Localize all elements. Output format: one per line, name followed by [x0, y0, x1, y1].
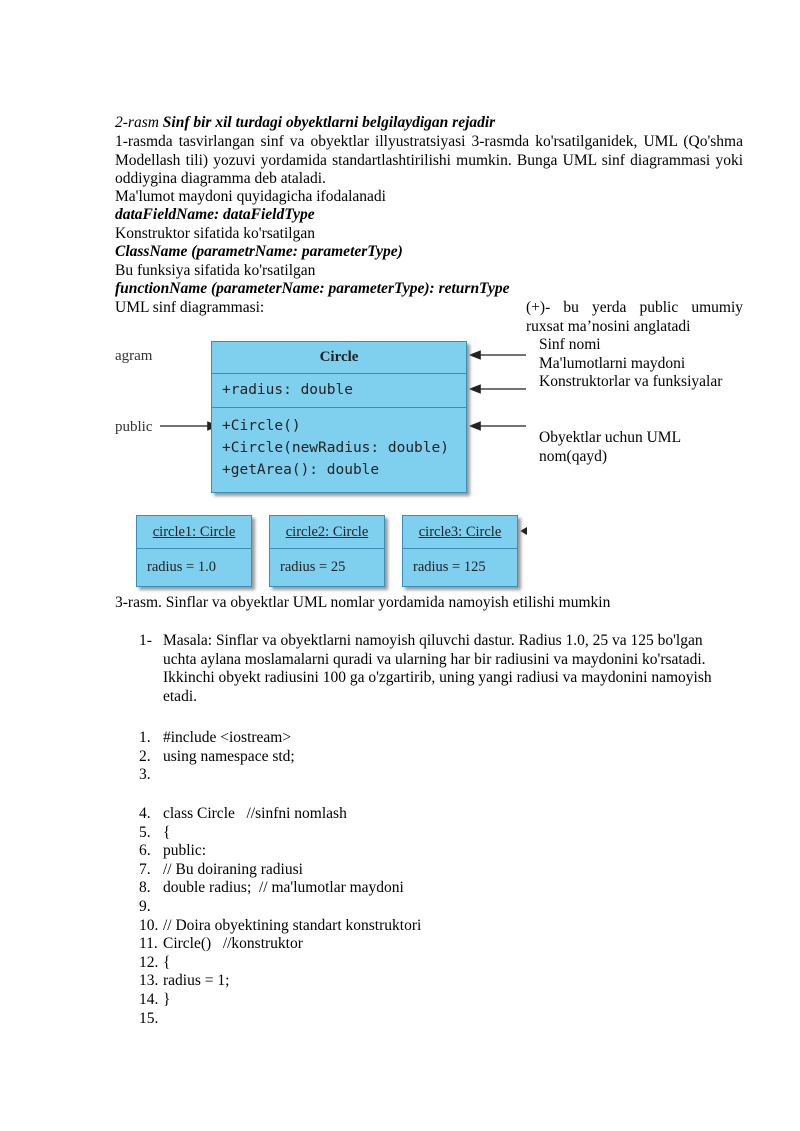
code-line: 10. // Doira obyektining standart konstruktori: [139, 916, 422, 934]
code-line: 7. // Bu doiraning radiusi: [139, 860, 303, 878]
annotation-ctors-funcs: Konstruktorlar va funksiyalar: [539, 373, 723, 390]
code-line: 12. {: [139, 953, 171, 971]
code-line: 3.: [139, 766, 151, 784]
code-line: 4. class Circle //sinfni nomlash: [139, 805, 347, 822]
uml-method: +getArea(): double: [222, 462, 380, 478]
figure2-label: 2-rasm: [115, 114, 159, 131]
data-field-intro: Ma'lumot maydoni quyidagicha ifodalanadi: [115, 188, 386, 205]
task-item: [139, 632, 739, 706]
code-line: 11. Circle() //konstruktor: [139, 935, 303, 953]
uml-object-value: radius = 125: [413, 559, 486, 575]
uml-class-name: Circle: [212, 342, 466, 374]
uml-method: +Circle(): [222, 418, 301, 434]
code-line: 5. {: [139, 823, 171, 841]
uml-object-name: circle3: Circle: [403, 516, 517, 549]
uml-intro: UML sinf diagrammasi:: [115, 299, 265, 316]
code-line: 13. radius = 1;: [139, 972, 230, 990]
code-line: 1. #include <iostream>: [139, 729, 292, 746]
annotation-data-fields: Ma'lumotlarni maydoni: [539, 355, 686, 372]
code-line: 8. double radius; // ma'lumotlar maydoni: [139, 879, 404, 897]
figure2-title: Sinf bir xil turdagi obyektlarni belgilaydigan rejadir: [162, 114, 496, 131]
code-line: 2. using namespace std;: [139, 747, 295, 765]
uml-object-circle3: [402, 515, 518, 587]
uml-method: +Circle(newRadius: double): [222, 440, 449, 456]
intro-paragraph: 1-rasmda tasvirlangan sinf va obyektlar illyustratsiyasi 3-rasmda ko'rsatilganidek, UML (Qo'shma Modellash tili) yozuvi yordamida standartlashtirilishi mumkin. Bunga UML sinf diagrammasi yoki oddiygina diagramma deb ataladi.: [115, 133, 743, 187]
uml-object-value: radius = 25: [280, 559, 346, 575]
code-line: 9.: [139, 897, 151, 915]
code-line: 6. public:: [139, 842, 207, 860]
code-block-2: [139, 805, 739, 1028]
function-intro: Bu funksiya sifatida ko'rsatilgan: [115, 262, 316, 279]
uml-class-methods: [212, 408, 466, 481]
constructor-intro: Konstruktor sifatida ko'rsatilgan: [115, 225, 315, 242]
constructor-syntax: ClassName (parametrName: parameterType): [115, 243, 403, 260]
task-text: Masala: Sinflar va obyektlarni namoyish qiluvchi dastur. Radius 1.0, 25 va 125 bo'lgan uchta aylana moslamalarni quradi va ularning har bir radiusini va maydonini ko'rsatadi. Ikkinchi obyekt radiusini 100 ga o'zgartirib, uning yangi radiusi va maydonini namoyish etadi.: [163, 632, 712, 705]
uml-class-field: +radius: double: [212, 374, 466, 408]
code-block-1: [139, 729, 739, 785]
annotation-public-text: (+)- bu yerda public umumiy ruxsat ma’nosini anglatadi: [526, 299, 743, 335]
uml-object-circle1: [136, 515, 252, 587]
annotation-object-note: Obyektlar uchun UML nom(qayd): [539, 429, 681, 465]
uml-object-value: radius = 1.0: [147, 559, 216, 575]
code-line: 14. }: [139, 990, 171, 1008]
uml-class-box: [211, 341, 467, 493]
uml-object-name: circle1: Circle: [137, 516, 251, 549]
diagram-public-label: public: [115, 419, 153, 435]
annotation-class-name: Sinf nomi: [539, 336, 601, 353]
task-list: [139, 632, 739, 706]
diagram-left-label: agram: [115, 348, 153, 364]
data-field-syntax: dataFieldName: dataFieldType: [115, 206, 315, 223]
function-syntax: functionName (parameterName: parameterType): returnType: [115, 280, 510, 297]
uml-object-circle2: [269, 515, 385, 587]
code-line: 15.: [139, 1009, 159, 1027]
task-number: 1-: [139, 632, 152, 649]
uml-object-name: circle2: Circle: [270, 516, 384, 549]
figure3-caption: 3-rasm. Sinflar va obyektlar UML nomlar yordamida namoyish etilishi mumkin: [115, 594, 611, 611]
objects-arrow: [520, 527, 527, 535]
